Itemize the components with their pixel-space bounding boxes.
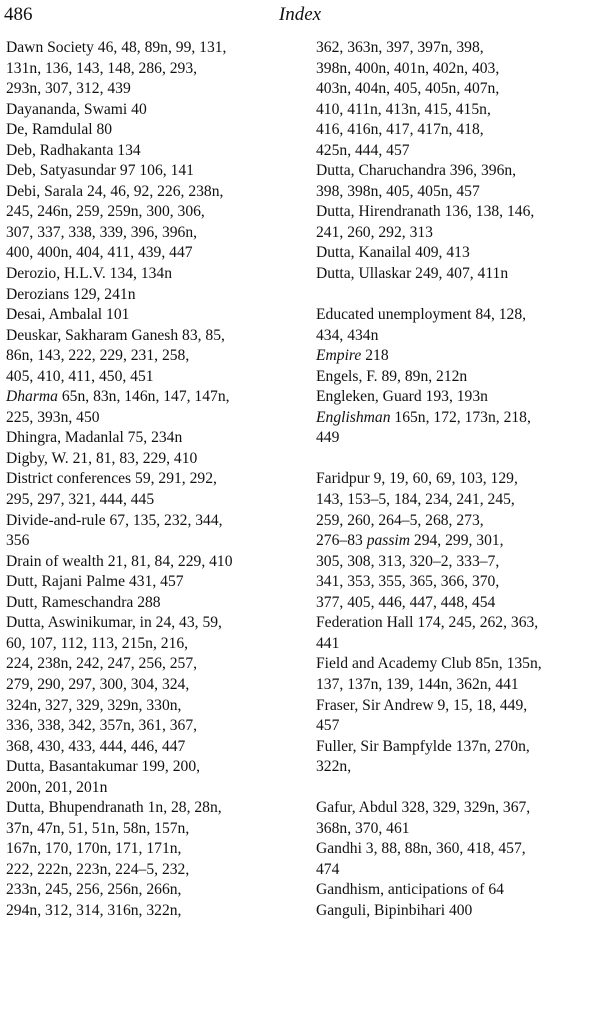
index-entry-line <box>316 634 600 655</box>
index-text: Dhingra, Madanlal 75, 234n <box>6 429 183 447</box>
index-entry <box>6 511 306 552</box>
index-entry-line <box>316 531 600 552</box>
index-entry-line <box>316 326 600 347</box>
index-entry-line <box>6 819 306 840</box>
index-text: 441 <box>316 634 340 652</box>
index-entry <box>6 285 306 306</box>
page-number: 486 <box>4 4 33 25</box>
index-entry-continued <box>316 38 600 161</box>
index-entry-line <box>316 819 600 840</box>
index-entry-line <box>6 243 306 264</box>
index-text: Dayananda, Swami 40 <box>6 100 147 118</box>
index-text: Dutta, Aswinikumar, in 24, 43, 59, <box>6 614 222 632</box>
index-entry <box>6 264 306 285</box>
index-entry-line <box>6 79 306 100</box>
index-text: 200n, 201, 201n <box>6 778 108 796</box>
index-text: 425n, 444, 457 <box>316 141 410 159</box>
index-text: 368, 430, 433, 444, 446, 447 <box>6 737 186 755</box>
index-term: Empire <box>316 347 362 365</box>
index-entry-line <box>6 696 306 717</box>
index-text: 403n, 404n, 405, 405n, 407n, <box>316 80 500 98</box>
index-entry-line <box>316 860 600 881</box>
index-entry <box>6 552 306 573</box>
index-entry-line <box>6 223 306 244</box>
index-text: Gafur, Abdul 328, 329, 329n, 367, <box>316 799 531 817</box>
index-text: Dutt, Rajani Palme 431, 457 <box>6 573 184 591</box>
index-italic-term: passim <box>366 532 411 550</box>
index-entry <box>6 469 306 510</box>
index-entry <box>316 346 600 367</box>
index-text: 37n, 47n, 51, 51n, 58n, 157n, <box>6 819 190 837</box>
index-text: Drain of wealth 21, 81, 84, 229, 410 <box>6 552 233 570</box>
index-entry-line <box>6 202 306 223</box>
index-entry-line <box>6 634 306 655</box>
index-entry-line <box>6 860 306 881</box>
index-text: Digby, W. 21, 81, 83, 229, 410 <box>6 449 198 467</box>
index-text: 368n, 370, 461 <box>316 819 410 837</box>
index-entry-line <box>6 367 306 388</box>
index-text: 294, 299, 301, <box>410 532 504 550</box>
index-text: Deb, Satyasundar 97 106, 141 <box>6 162 194 180</box>
index-text: 377, 405, 446, 447, 448, 454 <box>316 593 496 611</box>
index-text: 60, 107, 112, 113, 215n, 216, <box>6 634 189 652</box>
index-entry <box>6 798 306 921</box>
index-entry-line <box>316 428 600 449</box>
index-entry-line <box>6 778 306 799</box>
index-text: 398n, 400n, 401n, 402n, 403, <box>316 59 500 77</box>
page-header <box>0 2 600 32</box>
index-text: 222, 222n, 223n, 224–5, 232, <box>6 860 190 878</box>
index-text: Fraser, Sir Andrew 9, 15, 18, 449, <box>316 696 528 714</box>
index-entry <box>316 367 600 388</box>
index-entry <box>6 305 306 326</box>
index-text: Desai, Ambalal 101 <box>6 306 130 324</box>
index-entry <box>316 654 600 695</box>
index-entry-line <box>6 531 306 552</box>
index-entry-line <box>316 675 600 696</box>
index-text: District conferences 59, 291, 292, <box>6 470 217 488</box>
index-text: Deuskar, Sakharam Ganesh 83, 85, <box>6 326 225 344</box>
index-text: Dutta, Bhupendranath 1n, 28, 28n, <box>6 799 222 817</box>
index-text: Dutta, Basantakumar 199, 200, <box>6 758 201 776</box>
index-text: 405, 410, 411, 450, 451 <box>6 367 154 385</box>
index-entry <box>6 38 306 100</box>
index-text: 218 <box>361 347 389 365</box>
index-entry-line <box>6 408 306 429</box>
index-text: Gandhism, anticipations of 64 <box>316 881 504 899</box>
index-entry-line <box>6 716 306 737</box>
index-entry-line <box>316 552 600 573</box>
running-head: Index <box>278 4 322 25</box>
index-text: 474 <box>316 860 340 878</box>
index-entry <box>6 161 306 182</box>
index-entry <box>6 387 306 428</box>
index-text: 307, 337, 338, 339, 396, 396n, <box>6 223 198 241</box>
index-text: Derozio, H.L.V. 134, 134n <box>6 265 173 283</box>
index-text: 295, 297, 321, 444, 445 <box>6 491 155 509</box>
index-text: 241, 260, 292, 313 <box>316 223 433 241</box>
index-entry <box>6 120 306 141</box>
index-entry <box>316 613 600 654</box>
index-text: 410, 411n, 413n, 415, 415n, <box>316 100 491 118</box>
index-text: 449 <box>316 429 340 447</box>
index-entry <box>6 593 306 614</box>
index-text: Educated unemployment 84, 128, <box>316 306 527 324</box>
index-entry-line <box>316 120 600 141</box>
index-entry <box>6 613 306 757</box>
index-entry <box>6 182 306 264</box>
index-entry-line <box>316 511 600 532</box>
index-entry <box>316 737 600 778</box>
index-text: 398, 398n, 405, 405n, 457 <box>316 182 480 200</box>
index-entry-line <box>316 572 600 593</box>
index-text: Derozians 129, 241n <box>6 285 136 303</box>
index-text: 434, 434n <box>316 326 379 344</box>
index-entry <box>6 141 306 162</box>
index-column-right <box>316 38 600 922</box>
index-entry-line <box>316 490 600 511</box>
index-entry <box>316 880 600 901</box>
index-entry <box>316 696 600 737</box>
index-entry-line <box>6 490 306 511</box>
index-entry <box>6 100 306 121</box>
index-entry-line <box>6 346 306 367</box>
index-column-left <box>6 38 306 922</box>
index-entry <box>316 901 600 922</box>
index-text: Engels, F. 89, 89n, 212n <box>316 367 468 385</box>
index-text: Federation Hall 174, 245, 262, 363, <box>316 614 539 632</box>
index-entry-line <box>316 141 600 162</box>
index-entry-line <box>6 675 306 696</box>
index-text: 400, 400n, 404, 411, 439, 447 <box>6 244 193 262</box>
index-text: 324n, 327, 329, 329n, 330n, <box>6 696 182 714</box>
index-entry-line <box>316 79 600 100</box>
index-text: 305, 308, 313, 320–2, 333–7, <box>316 552 500 570</box>
index-text: 224, 238n, 242, 247, 256, 257, <box>6 655 198 673</box>
index-entry-line <box>316 182 600 203</box>
index-text: 165n, 172, 173n, 218, <box>390 408 531 426</box>
index-text: 356 <box>6 532 30 550</box>
index-text: Ganguli, Bipinbihari 400 <box>316 901 473 919</box>
index-text: 137, 137n, 139, 144n, 362n, 441 <box>316 675 519 693</box>
index-text: 86n, 143, 222, 229, 231, 258, <box>6 347 190 365</box>
index-text: Dutta, Hirendranath 136, 138, 146, <box>316 203 535 221</box>
index-text: 225, 393n, 450 <box>6 408 100 426</box>
index-text: 245, 246n, 259, 259n, 300, 306, <box>6 203 205 221</box>
index-text: 233n, 245, 256, 256n, 266n, <box>6 881 182 899</box>
index-entry-line <box>316 59 600 80</box>
index-term: Dharma <box>6 388 58 406</box>
index-text: Divide-and-rule 67, 135, 232, 344, <box>6 511 223 529</box>
index-text: Deb, Radhakanta 134 <box>6 141 141 159</box>
index-text: Dutta, Kanailal 409, 413 <box>316 244 470 262</box>
index-text: 143, 153–5, 184, 234, 241, 245, <box>316 491 515 509</box>
index-entry <box>6 428 306 449</box>
index-text: 322n, <box>316 758 352 776</box>
index-entry <box>316 469 600 613</box>
index-entry-line <box>6 737 306 758</box>
index-entry <box>316 202 600 243</box>
index-entry-line <box>6 901 306 922</box>
index-text: De, Ramdulal 80 <box>6 121 113 139</box>
index-entry <box>316 305 600 346</box>
index-entry-line <box>6 880 306 901</box>
index-text: Engleken, Guard 193, 193n <box>316 388 488 406</box>
index-text: Dutta, Charuchandra 396, 396n, <box>316 162 517 180</box>
index-entry <box>6 572 306 593</box>
index-entry-line <box>316 716 600 737</box>
index-entry-line <box>6 839 306 860</box>
index-text: 167n, 170, 170n, 171, 171n, <box>6 840 182 858</box>
index-text: 293n, 307, 312, 439 <box>6 80 131 98</box>
index-text: 457 <box>316 717 340 735</box>
index-term: Englishman <box>316 408 391 426</box>
index-text: 259, 260, 264–5, 268, 273, <box>316 511 484 529</box>
index-text: 279, 290, 297, 300, 304, 324, <box>6 675 190 693</box>
index-entry <box>6 326 306 388</box>
index-text: Field and Academy Club 85n, 135n, <box>316 655 542 673</box>
index-text: Dutt, Rameschandra 288 <box>6 593 161 611</box>
index-text: 336, 338, 342, 357n, 361, 367, <box>6 717 198 735</box>
index-text: Dawn Society 46, 48, 89n, 99, 131, <box>6 39 227 56</box>
index-entry <box>316 387 600 408</box>
index-text: 294n, 312, 314, 316n, 322n, <box>6 901 182 919</box>
index-entry <box>316 408 600 449</box>
index-text: 362, 363n, 397, 397n, 398, <box>316 39 484 56</box>
index-text: 276–83 <box>316 532 367 550</box>
index-entry-line <box>6 59 306 80</box>
index-text: 65n, 83n, 146n, 147, 147n, <box>57 388 230 406</box>
index-entry-line <box>6 654 306 675</box>
index-text: 416, 416n, 417, 417n, 418, <box>316 121 484 139</box>
index-entry-line <box>316 757 600 778</box>
index-entry <box>6 757 306 798</box>
index-entry <box>316 264 600 285</box>
index-text: 131n, 136, 143, 148, 286, 293, <box>6 59 198 77</box>
index-entry-line <box>316 223 600 244</box>
index-entry <box>316 161 600 202</box>
index-text: 341, 353, 355, 365, 366, 370, <box>316 573 500 591</box>
index-text: Debi, Sarala 24, 46, 92, 226, 238n, <box>6 182 224 200</box>
index-text: Fuller, Sir Bampfylde 137n, 270n, <box>316 737 530 755</box>
index-entry <box>316 243 600 264</box>
index-entry-line <box>316 100 600 121</box>
index-entry-line <box>316 593 600 614</box>
index-entry <box>316 839 600 880</box>
index-text: Dutta, Ullaskar 249, 407, 411n <box>316 265 509 283</box>
index-text: Gandhi 3, 88, 88n, 360, 418, 457, <box>316 840 526 858</box>
index-text: Faridpur 9, 19, 60, 69, 103, 129, <box>316 470 518 488</box>
index-entry <box>6 449 306 470</box>
index-entry <box>316 798 600 839</box>
